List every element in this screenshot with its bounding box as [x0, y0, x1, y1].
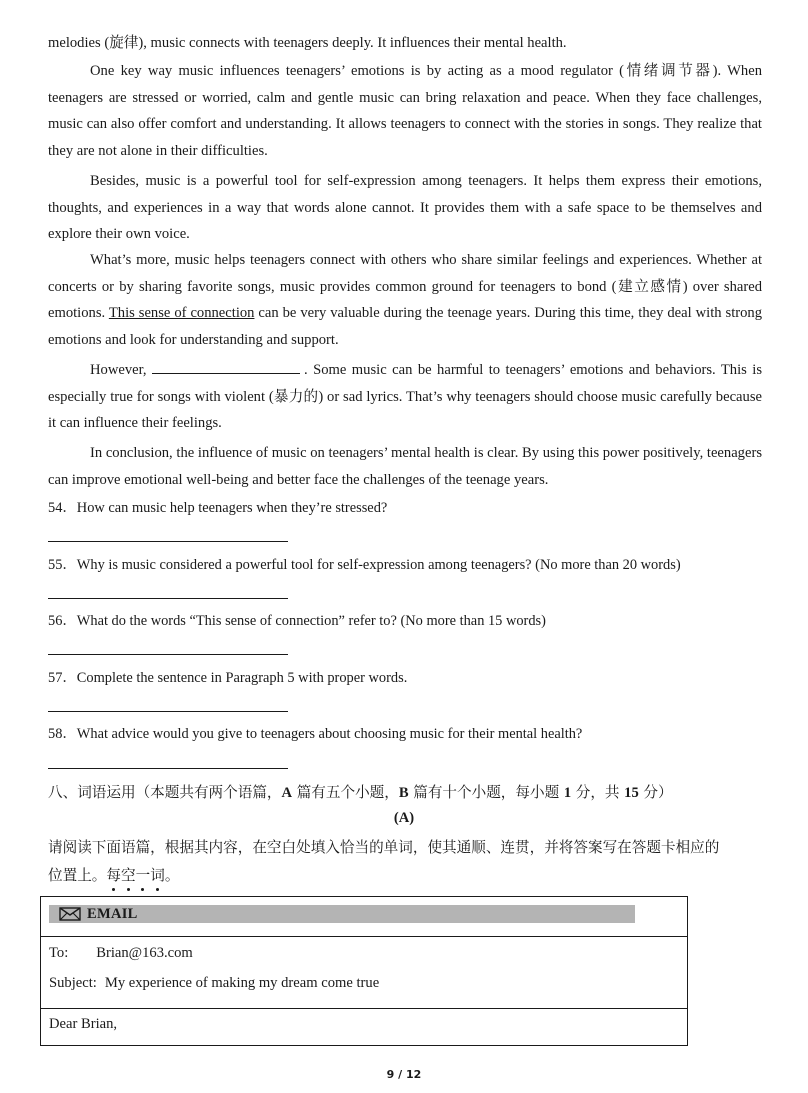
passage-paragraph-4: [48, 357, 762, 437]
email-header-bar: [49, 905, 635, 923]
question-57: [48, 668, 407, 688]
question-number: 57．: [48, 670, 77, 686]
answer-line-55[interactable]: [48, 598, 288, 599]
instruction-line-2: [48, 864, 179, 885]
email-header-title: EMAIL: [87, 905, 138, 922]
question-54: [48, 498, 387, 518]
emphasis-char: 一: [135, 867, 151, 884]
heading-part: 分）: [638, 784, 673, 801]
email-box: [40, 896, 688, 1046]
email-divider: [41, 1008, 687, 1009]
question-text: Why is music considered a powerful tool for self-expression among teenagers? (No more than 20 words): [76, 557, 681, 573]
question-text: How can music help teenagers when they’re stressed?: [76, 500, 388, 516]
passage-paragraph-2: Besides, music is a powerful tool for self-expression among teenagers. It helps them express their emotions, thoughts, and experiences in a way that words alone cannot. It provides them with a safe space to be themselves and explore their own voice.: [48, 173, 762, 242]
envelope-icon: [59, 907, 81, 921]
question-56: [48, 611, 546, 631]
instruction-line-1: 请阅读下面语篇，根据其内容，在空白处填入恰当的单词，使其通顺、连贯，并将答案写在答题卡相应的: [48, 839, 720, 856]
answer-line-54[interactable]: [48, 541, 288, 542]
heading-bold: 15: [624, 785, 639, 801]
heading-part: 篇有五个小题，: [292, 784, 399, 801]
answer-line-57[interactable]: [48, 711, 288, 712]
to-value: Brian@163.com: [96, 945, 193, 961]
email-to-row: [49, 945, 193, 962]
passage-paragraph-3: [48, 247, 762, 353]
question-text: Complete the sentence in Paragraph 5 with proper words.: [76, 670, 408, 686]
page-number: 9 / 12: [386, 1068, 422, 1081]
subject-value: My experience of making my dream come true: [104, 975, 380, 991]
email-greeting: Dear Brian,: [49, 1016, 118, 1032]
instruction-text: 。: [164, 867, 180, 884]
question-55: [48, 555, 681, 575]
paragraph-4-rest: . Some music can be harmful to teenagers’ emotions and behaviors. This is especially true for songs with violent (暴力的) or sad lyrics. That’s why teenagers should choose music carefully because it can influence their feelings.: [48, 362, 763, 431]
subject-label: Subject:: [49, 975, 97, 991]
passage-paragraph-1: One key way music influences teenagers’ emotions is by acting as a mood regulator (情绪调节器). When teenagers are stressed or worried, calm and gentle music can bring relaxation and peace. When they face challenges, music can also offer comfort and understanding. It allows teenagers to connect with the stories in songs. They realize that they are not alone in their difficulties.: [48, 63, 762, 159]
email-subject-row: [49, 975, 379, 992]
emphasis-char: 词: [150, 867, 165, 884]
question-number: 58．: [48, 726, 77, 742]
answer-line-58[interactable]: [48, 768, 288, 769]
question-text: What do the words “This sense of connection” refer to? (No more than 15 words): [76, 613, 546, 629]
heading-part: 八、词语运用（本题共有两个语篇，: [48, 784, 282, 801]
question-number: 56．: [48, 613, 77, 629]
fill-in-blank[interactable]: [152, 358, 300, 374]
paragraph-3-text-after: can be very valuable during the teenage years. During this time, they deal with strong emotions and look for understanding and support.: [48, 305, 763, 348]
section-8-heading: [48, 781, 673, 802]
question-number: 55．: [48, 557, 77, 573]
email-divider: [41, 936, 687, 937]
instruction-text: 位置上。: [48, 867, 107, 884]
emphasis-char: 空: [121, 867, 136, 884]
heading-bold: 1: [563, 785, 572, 801]
underlined-phrase: This sense of connection: [108, 305, 255, 321]
question-number: 54．: [48, 500, 77, 516]
heading-bold: B: [398, 785, 409, 801]
question-text: What advice would you give to teenagers about choosing music for their mental health?: [76, 726, 583, 742]
answer-line-56[interactable]: [48, 654, 288, 655]
passage-paragraph-5: In conclusion, the influence of music on teenagers’ mental health is clear. By using this power positively, teenagers can improve emotional well-being and better face the challenges of the teenage years.: [48, 445, 762, 488]
heading-bold: A: [281, 785, 293, 801]
heading-part: 分，共: [571, 784, 625, 801]
paragraph-4-start: However,: [90, 362, 153, 378]
part-a-label: (A): [393, 810, 415, 826]
emphasis-char: 每: [106, 867, 121, 884]
passage-paragraph-0: melodies (旋律), music connects with teenagers deeply. It influences their mental health.: [48, 35, 567, 51]
question-58: [48, 724, 582, 744]
to-label: To:: [49, 945, 69, 961]
paragraph-3-text-before: What’s more, music helps teenagers connect with others who share similar feelings and experiences. Whether at concerts or by sharing favorite songs, music provides common ground for teenagers to bond (建立感情) over shared emotions.: [48, 252, 762, 321]
heading-part: 篇有十个小题，每小题: [408, 784, 564, 801]
